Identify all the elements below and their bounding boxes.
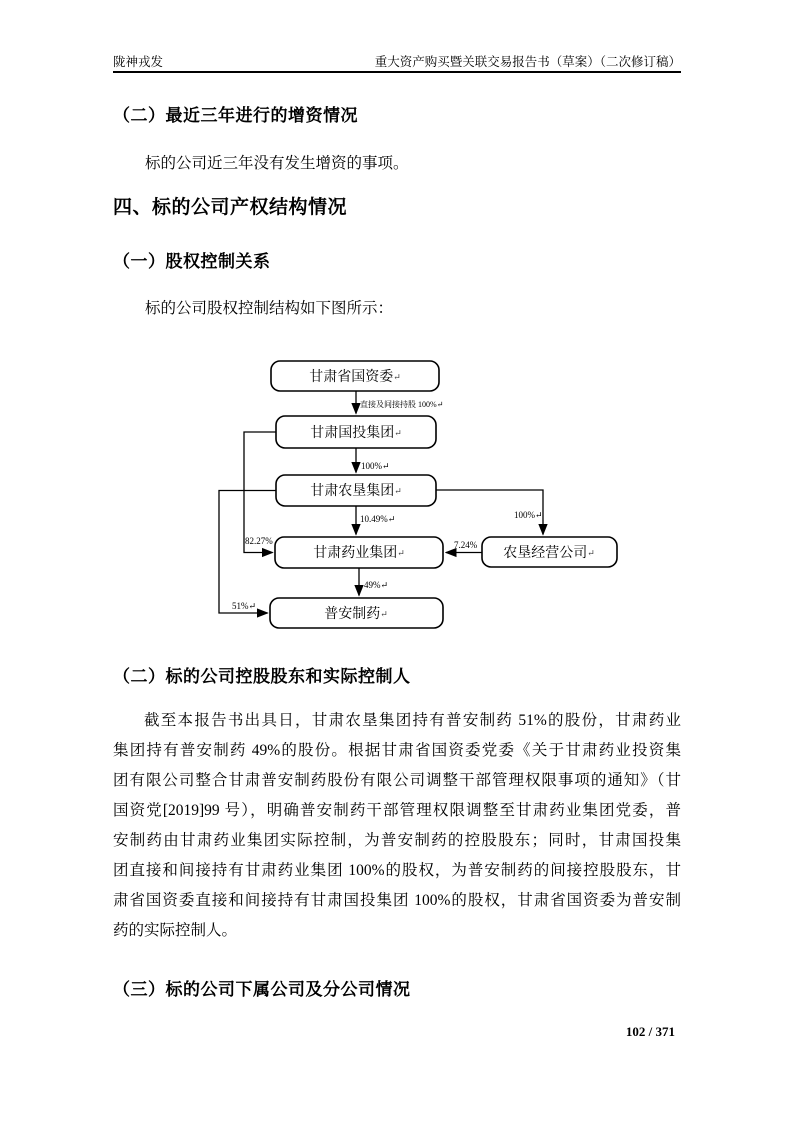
edge-label-operating-to-pharma: 7.24% (454, 540, 478, 550)
paragraph-capital-increase: 标的公司近三年没有发生增资的事项。 (145, 155, 409, 172)
paragraph-line: 团有限公司整合甘肃普安制药股份有限公司调整干部管理权限事项的通知》（甘 (113, 772, 681, 789)
node-label-puan-pharma: 普安制药↵ (324, 607, 388, 622)
heading-controlling-shareholder: （二）标的公司控股股东和实际控制人 (113, 667, 411, 686)
paragraph-equity-control-intro: 标的公司股权控制结构如下图所示： (145, 300, 394, 317)
diagram-node-provincial-sasac (271, 361, 439, 391)
node-label-guotou-group: 甘肃国投集团↵ (310, 426, 402, 441)
paragraph-line: 国资党[2019]99 号），明确普安制药干部管理权限调整至甘肃药业集团党委，普 (113, 802, 681, 819)
heading-capital-increase: （二）最近三年进行的增资情况 (113, 106, 358, 125)
diagram-node-pharma-group (275, 537, 443, 568)
edge-label-nongken-to-operating: 100%↵ (514, 510, 543, 520)
header-rule (113, 71, 681, 73)
node-label-nongken-group: 甘肃农垦集团↵ (310, 484, 402, 499)
paragraph-line: 集团持有普安制药 49%的股份。根据甘肃省国资委党委《关于甘肃药业投资集 (113, 742, 681, 759)
paragraph-line: 安制药由甘肃药业集团实际控制，为普安制药的控股股东；同时，甘肃国投集 (113, 832, 681, 849)
paragraph-controlling-shareholder (113, 706, 681, 946)
heading-equity-control: （一）股权控制关系 (113, 252, 271, 271)
edge-label-guotou-to-pharma: 82.27% (245, 536, 273, 546)
edge-nongken-to-puan (219, 491, 276, 614)
node-label-nongken-operating: 农垦经营公司↵ (503, 546, 595, 561)
edge-label-guotou-to-nongken: 100%↵ (361, 461, 390, 471)
diagram-node-guotou-group (276, 416, 436, 448)
diagram-node-nongken-group (276, 475, 436, 506)
edge-guotou-to-pharma (244, 432, 276, 553)
header-left-title: 陇神戎发 (113, 55, 164, 69)
diagram-node-puan-pharma (270, 598, 443, 628)
node-label-provincial-sasac: 甘肃省国资委↵ (309, 370, 401, 385)
page-header (113, 54, 681, 70)
page-number: 102 / 371 (625, 1024, 675, 1039)
header-right-title: 重大资产购买暨关联交易报告书（草案）（二次修订稿） (374, 55, 681, 69)
edge-label-sasac-to-guotou: 直接及间接持股 100%↵ (360, 400, 444, 409)
node-label-pharma-group: 甘肃药业集团↵ (313, 546, 405, 561)
edge-label-nongken-to-puan: 51%↵ (232, 601, 257, 611)
paragraph-line: 药的实际控制人。 (113, 922, 238, 939)
paragraph-line: 肃省国资委直接和间接持有甘肃国投集团 100%的股权，甘肃省国资委为普安制 (113, 892, 681, 909)
edge-label-nongken-to-pharma: 10.49%↵ (360, 514, 396, 524)
paragraph-line: 截至本报告书出具日，甘肃农垦集团持有普安制药 51%的股份，甘肃药业 (144, 712, 681, 729)
equity-structure-diagram (190, 350, 640, 640)
diagram-node-nongken-operating (482, 537, 617, 567)
paragraph-line: 团直接和间接持有甘肃药业集团 100%的股权，为普安制药的间接控股股东，甘 (113, 862, 681, 879)
heading-subsidiaries: （三）标的公司下属公司及分公司情况 (113, 980, 411, 999)
edge-label-pharma-to-puan: 49%↵ (364, 580, 389, 590)
heading-ownership-structure: 四、标的公司产权结构情况 (113, 197, 348, 218)
